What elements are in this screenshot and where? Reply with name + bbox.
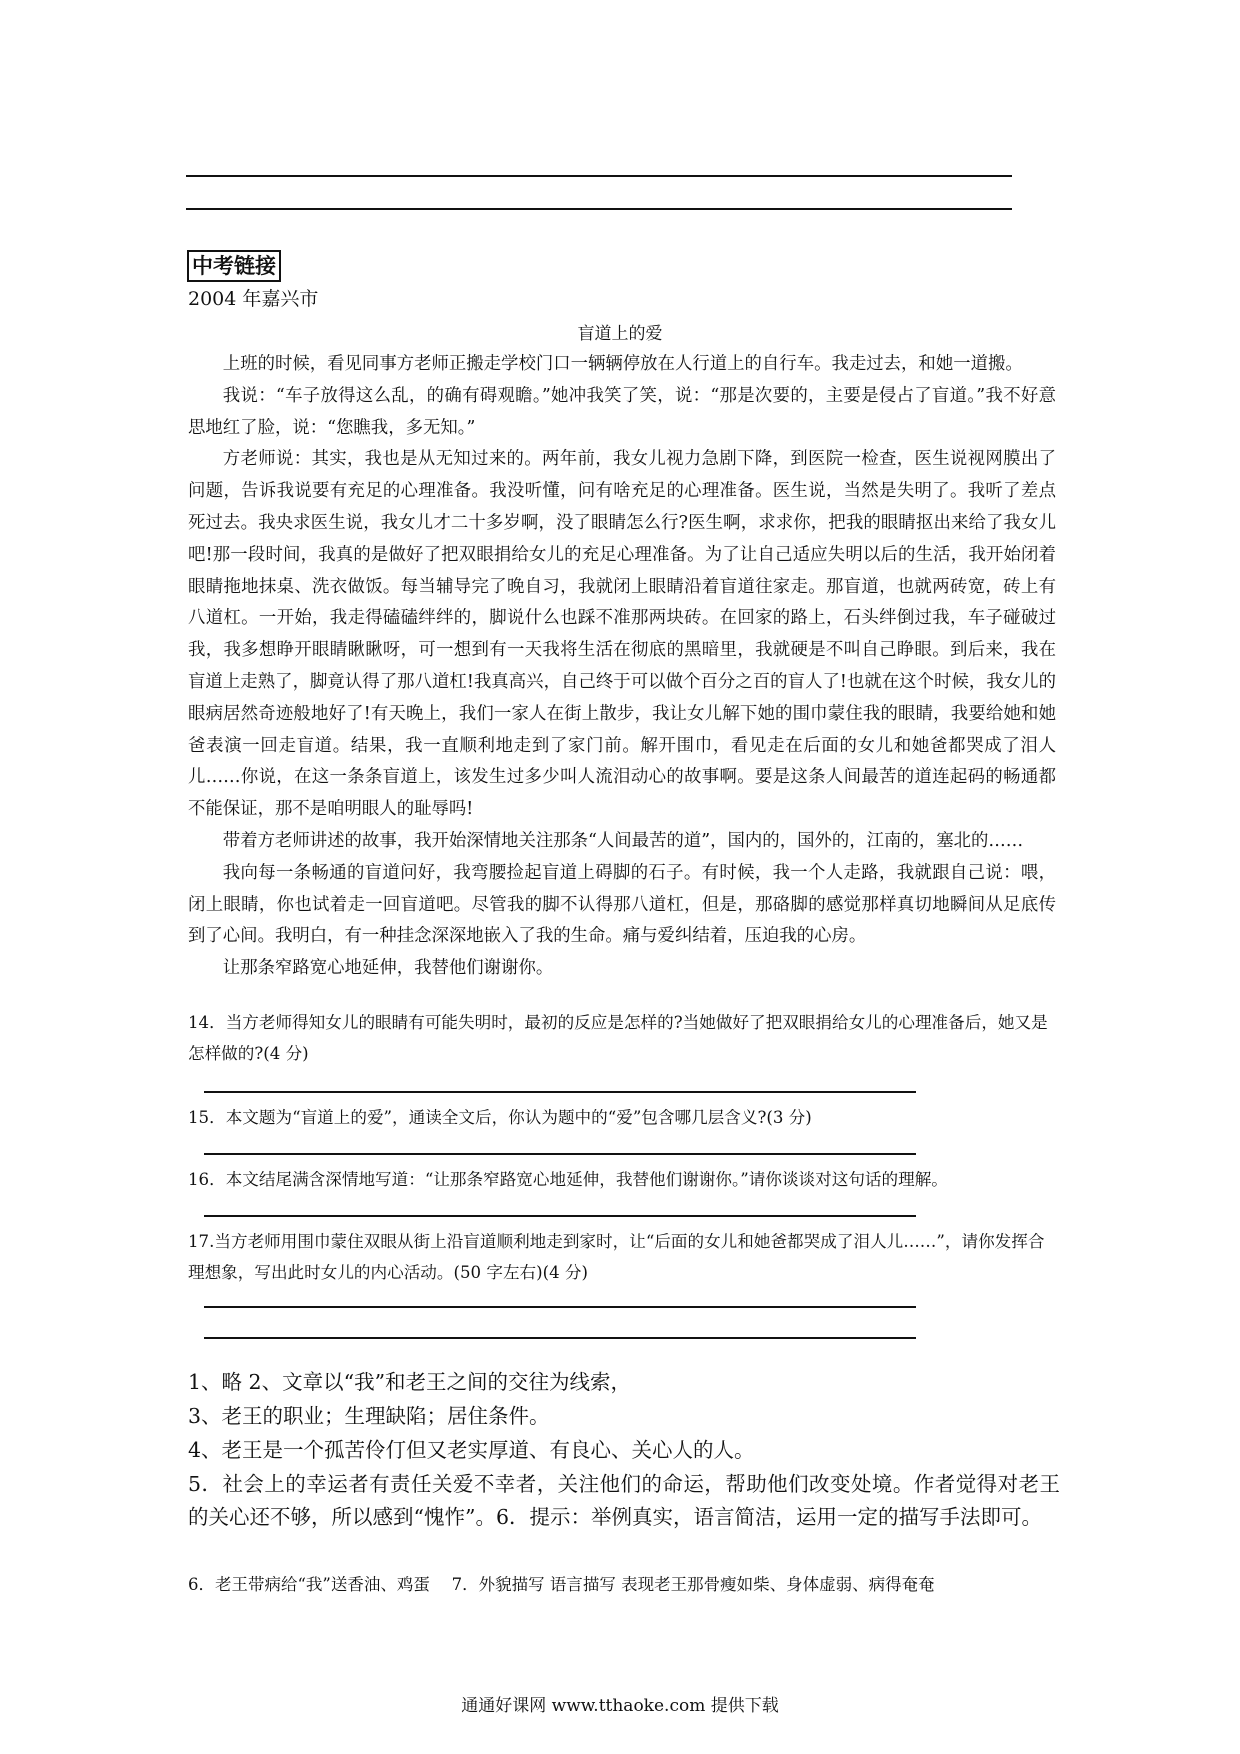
answer-line xyxy=(204,1153,916,1155)
question-16 xyxy=(188,1164,1058,1195)
answer-item: 1、略 2、文章以“我”和老王之间的交往为线索， xyxy=(188,1370,632,1394)
answer-line xyxy=(204,1215,916,1217)
answer-line xyxy=(204,1306,916,1308)
question-17 xyxy=(188,1226,1058,1288)
answer-line xyxy=(204,1091,916,1093)
source-year: 2004 年嘉兴市 xyxy=(188,288,319,310)
passage-paragraph: 方老师说：其实，我也是从无知过来的。两年前，我女儿视力急剧下降，到医院一检查，医生说视网膜出了问题，告诉我说要有充足的心理准备。我没听懂，问有啥充足的心理准备。医生说，当然是失明了。我听了差点死过去。我央求医生说，我女儿才二十多岁啊，没了眼睛怎么行?医生啊，求求你，把我的眼睛抠出来给了我女儿吧!那一段时间，我真的是做好了把双眼捐给女儿的充足心理准备。为了让自己适应失明以后的生活，我开始闭着眼睛拖地抹桌、洗衣做饭。每当辅导完了晚自习，我就闭上眼睛沿着盲道往家走。那盲道，也就两砖宽，砖上有八道杠。一开始，我走得磕磕绊绊的，脚说什么也踩不准那两块砖。在回家的路上，石头绊倒过我，车子碰破过我，我多想睁开眼睛瞅瞅呀，可一想到有一天我将生活在彻底的黑暗里，我就硬是不叫自己睁眼。到后来，我在盲道上走熟了，脚竟认得了那八道杠!我真高兴，自己终于可以做个百分之百的盲人了!也就在这个时候，我女儿的眼病居然奇迹般地好了!有天晚上，我们一家人在街上散步，我让女儿解下她的围巾蒙住我的眼睛，我要给她和她爸表演一回走盲道。结果，我一直顺利地走到了家门前。解开围巾，看见走在后面的女儿和她爸都哭成了泪人儿……你说，在这一条条盲道上，该发生过多少叫人流泪动心的故事啊。要是这条人间最苦的道连起码的畅通都不能保证，那不是咱明眼人的耻辱吗! xyxy=(188,449,1056,820)
top-answer-line-1 xyxy=(186,175,1012,177)
answer-key xyxy=(188,1366,1060,1535)
question-text: 15．本文题为“盲道上的爱”，通读全文后，你认为题中的“爱”包含哪几层含义?(3 分) xyxy=(188,1108,812,1127)
answer-item-small: 6．老王带病给“我”送香油、鸡蛋 7．外貌描写 语言描写 表现老王那骨瘦如柴、身体虚弱、病得奄奄 xyxy=(188,1575,935,1594)
passage-body xyxy=(188,349,1056,985)
question-14 xyxy=(188,1007,1058,1069)
answer-item: 5．社会上的幸运者有责任关爱不幸者，关注他们的命运，帮助他们改变处境。作者觉得对老王的关心还不够，所以感到“愧怍”。6．提示：举例真实，语言简洁，运用一定的描写手法即可。 xyxy=(188,1472,1060,1529)
answer-item: 3、老王的职业；生理缺陷；居住条件。 xyxy=(188,1404,550,1428)
section-label: 中考链接 xyxy=(187,250,281,282)
passage-paragraph: 我向每一条畅通的盲道问好，我弯腰捡起盲道上碍脚的石子。有时候，我一个人走路，我就跟自己说：喂，闭上眼睛，你也试着走一回盲道吧。尽管我的脚不认得那八道杠，但是，那硌脚的感觉那样真切地瞬间从足底传到了心间。我明白，有一种挂念深深地嵌入了我的生命。痛与爱纠结着，压迫我的心房。 xyxy=(188,862,1056,947)
passage-paragraph: 我说：“车子放得这么乱，的确有碍观瞻。”她冲我笑了笑，说：“那是次要的，主要是侵占了盲道。”我不好意思地红了脸，说：“您瞧我，多无知。” xyxy=(188,385,1056,438)
question-text: 16．本文结尾满含深情地写道：“让那条窄路宽心地延伸，我替他们谢谢你。”请你谈谈对这句话的理解。 xyxy=(188,1170,948,1189)
question-text: 14．当方老师得知女儿的眼睛有可能失明时，最初的反应是怎样的?当她做好了把双眼捐给女儿的心理准备后，她又是怎样做的?(4 分) xyxy=(188,1013,1048,1063)
answer-item: 4、老王是一个孤苦伶仃但又老实厚道、有良心、关心人的人。 xyxy=(188,1438,755,1462)
passage-paragraph: 让那条窄路宽心地延伸，我替他们谢谢你。 xyxy=(222,958,554,979)
passage-paragraph: 带着方老师讲述的故事，我开始深情地关注那条“人间最苦的道”，国内的，国外的，江南的，塞北的…… xyxy=(222,830,1024,851)
answer-line xyxy=(204,1337,916,1339)
passage-title: 盲道上的爱 xyxy=(577,324,663,344)
question-text: 17.当方老师用围巾蒙住双眼从街上沿盲道顺利地走到家时，让“后面的女儿和她爸都哭成了泪人儿……”，请你发挥合理想象，写出此时女儿的内心活动。(50 字左右)(4 分) xyxy=(188,1232,1045,1282)
top-answer-line-2 xyxy=(186,208,1012,210)
page-footer: 通通好课网 www.tthaoke.com 提供下载 xyxy=(461,1696,779,1716)
passage-paragraph: 上班的时候，看见同事方老师正搬走学校门口一辆辆停放在人行道上的自行车。我走过去，和她一道搬。 xyxy=(222,354,1023,374)
question-15 xyxy=(188,1102,1058,1133)
